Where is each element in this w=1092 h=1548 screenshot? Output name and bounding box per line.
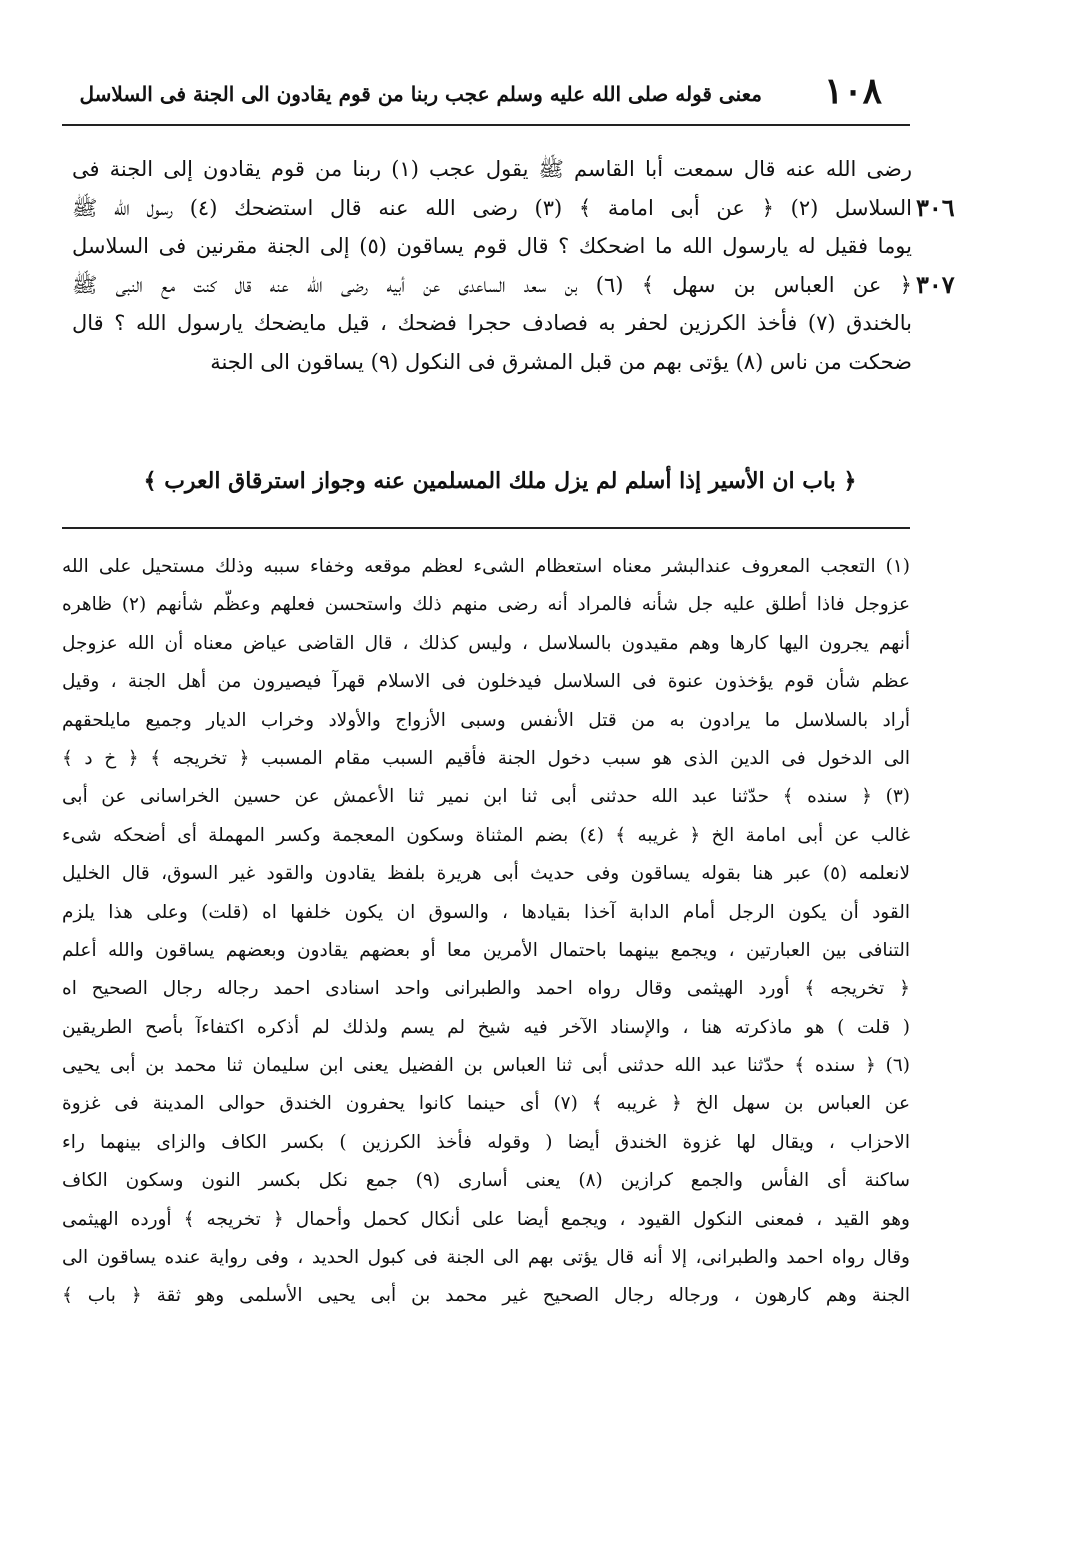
hadith-number: ٣٠٧ bbox=[916, 269, 955, 299]
footnote-line: التنافى بين العبارتين ، ويجمع بينهما باحتمال الأمرين معا أو بعضهم يقادون وبعضهم يساقون والله أعلم bbox=[62, 939, 910, 961]
text-line bbox=[72, 343, 912, 382]
text-line-content: رضى الله عنه قال سمعت أبا القاسم ﷺ يقول عجب (١) ربنا من قوم يقادون إلى الجنة فى bbox=[72, 157, 912, 181]
footnote-line: (٣) ﴿ سنده ﴾ حدّثنا عبد الله حدثنى أبى ثنا ابن نمير ثنا الأعمش عن حسين الخراسانى عن أبى bbox=[62, 786, 910, 808]
header-rule bbox=[62, 124, 910, 126]
footnote-line: (٦) ﴿ سنده ﴾ حدّثنا عبد الله حدثنى أبى ثنا العباس بن الفضيل يعنى ابن سليمان ثنا محمد بن أبى يحيى bbox=[62, 1055, 910, 1077]
footnote-line: غالب عن أبى امامة الخ ﴿ غريبه ﴾ (٤) بضم المثناة وسكون المعجمة وكسر المهملة أى أضحكه شىء bbox=[62, 824, 910, 846]
footnote-line: ( قلت ) هو ماذكرته هنا ، والإسناد الآخر فيه شيخ لم يسم ولذلك لم أذكره اكتفاءآ بأصح الطريقين bbox=[62, 1016, 910, 1038]
hadith-text bbox=[72, 150, 955, 381]
text-line bbox=[72, 304, 912, 343]
text-line bbox=[72, 266, 955, 305]
page-number: ١٠٨ bbox=[823, 70, 882, 112]
footnote-line: وقال رواه احمد والطبرانى، إلا أنه قال يؤتى بهم الى الجنة فى كبول الحديد ، وفى رواية عنده يساقون الى bbox=[62, 1247, 910, 1269]
text-line-content: بالخندق (٧) فأخذ الكرزين لحفر به فصادف حجرا فضحك ، قيل مايضحك يارسول الله ؟ قال bbox=[72, 311, 912, 335]
chapter-heading: ﴿ باب ان الأسير إذا أسلم لم يزل ملك المسلمين عنه وجواز استرقاق العرب ﴾ bbox=[143, 468, 857, 494]
footnote-line: الجنة وهم كارهون ، ورجاله رجال الصحيح غير محمد بن أبى يحيى الأسلمى وهو ثقة ﴿ باب ﴾ bbox=[62, 1285, 910, 1307]
running-title: معنى قوله صلى الله عليه وسلم عجب ربنا من قوم يقادون الى الجنة فى السلاسل bbox=[79, 82, 762, 106]
footnote-line: أراد بالسلاسل ما يرادون به من قتل الأنفس وسبى الأزواج والأولاد وخراب الديار وجميع مايلحقهم bbox=[62, 709, 910, 731]
footnote-line: (١) التعجب المعروف عندالبشر معناه استعظام الشىء لعظم موقعه وخفاء سببه وذلك مستحيل على الله bbox=[62, 556, 910, 577]
footnote-line: أنهم يجرون اليها كارها وهم مقيدون بالسلاسل ، وليس كذلك ، قال القاضى عياض معناه أن الله عزوجل bbox=[62, 632, 910, 654]
text-line bbox=[72, 189, 955, 228]
footnote-line: لانعلمه (٥) عبر هنا بقوله يساقون وفى حديث أبى هريرة بلفظ يقادون والقود غير السوق، قال الخليل bbox=[62, 863, 910, 885]
footnote-line: عظم شأن قوم يؤخذون عنوة فى السلاسل فيدخلون فى الاسلام قهرآ فيصيرون من أهل الجنة ، وقيل bbox=[62, 671, 910, 693]
text-line bbox=[72, 150, 912, 189]
footnote-line: ساكنة أى الفأس والجمع كرازين (٨) يعنى أسارى (٩) جمع نكل بكسر النون وسكون الكاف bbox=[62, 1170, 910, 1192]
footnote-line: ﴿ تخريجه ﴾ أورد الهيثمى وقال رواه احمد والطبرانى واحد اسنادى احمد رجاله رجال الصحيح اه bbox=[62, 978, 910, 1000]
footnote-line: عن العباس بن سهل الخ ﴿ غريبه ﴾ (٧) أى حينما كانوا يحفرون الخندق حوالى المدينة فى غزوة bbox=[62, 1093, 910, 1115]
hadith-number: ٣٠٦ bbox=[916, 192, 955, 222]
footnote-line: وهو القيد ، فمعنى النكول القيود ، ويجمع أيضا على أنكال كحمل وأحمال ﴿ تخريجه ﴾ أورده الهيثمى bbox=[62, 1208, 910, 1230]
footnote-line: الى الدخول فى الدين الذى هو سبب دخول الجنة فأقيم السبب مقام المسبب ﴿ تخريجه ﴾ ﴿ خ د ﴾ bbox=[62, 747, 910, 769]
footnote-separator bbox=[62, 527, 910, 529]
footnote-line: الاحزاب ، ويقال لها غزوة الخندق أيضا ( وقوله فأخذ الكرزين ) بكسر الكاف والزاى بينهما راء bbox=[62, 1131, 910, 1153]
text-line-content: ﴿ عن العباس بن سهل ﴾ (٦) بن سعد الساعدى عن أبيه رضى الله عنه قال كنت مع النبى ﷺ bbox=[72, 272, 912, 297]
text-line-content: ضحكت من ناس (٨) يؤتى بهم من قبل المشرق فى النكول (٩) يساقون الى الجنة bbox=[210, 349, 912, 374]
footnotes bbox=[62, 548, 910, 1316]
page-header bbox=[62, 68, 882, 118]
text-line-content: يوما فقيل له يارسول الله ما اضحكك ؟ قال قوم يساقون (٥) إلى الجنة مقرنين فى السلاسل bbox=[72, 234, 913, 258]
text-line bbox=[72, 227, 912, 266]
footnote-line: القود أن يكون الرجل أمام الدابة آخذا بقيادها ، والسوق ان يكون خلفها اه (قلت) وعلى هذا يلزم bbox=[62, 901, 910, 923]
text-line-content: السلاسل (٢) ﴿ عن أبى امامة ﴾ (٣) رضى الله عنه قال استضحك (٤) رسول الله ﷺ bbox=[72, 195, 912, 220]
footnote-line: عزوجل فاذا أطلق عليه جل شأنه فالمراد أنه رضى منهم ذلك واستحسن فعلهم وعظّم شأنهم (٢) ظاهره bbox=[62, 594, 910, 616]
